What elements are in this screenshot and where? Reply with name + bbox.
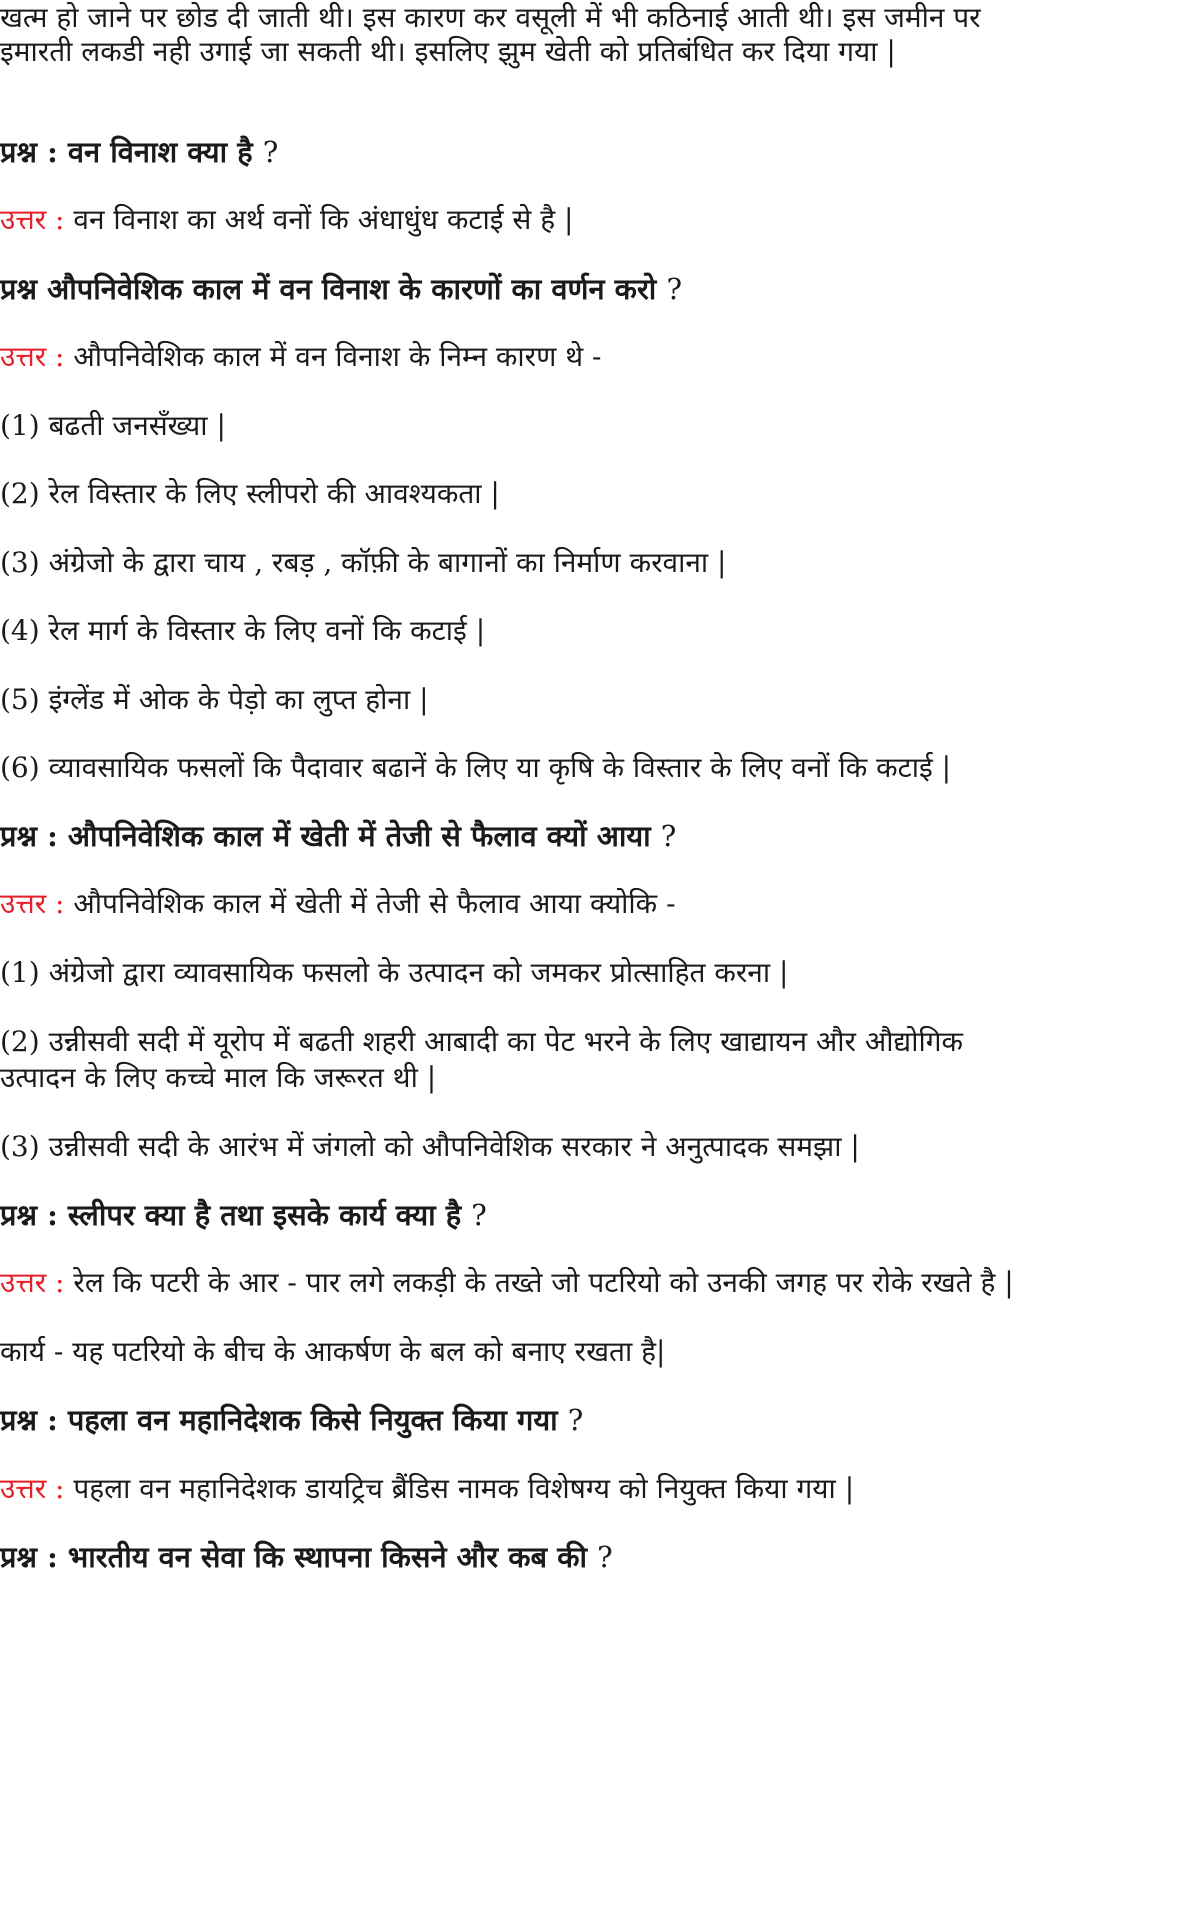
question-4 (0, 1195, 487, 1235)
answer-text: औपनिवेशिक काल में खेती में तेजी से फैलाव आया क्योकि - (73, 887, 676, 920)
answer-5 (0, 1469, 854, 1509)
answer-text: पहला वन महानिदेशक डायट्रिच ब्रैंडिस नामक विशेषग्य को नियुक्त किया गया | (73, 1472, 855, 1505)
answer-label: उत्तर : (0, 1472, 65, 1505)
question-mark: ? (666, 272, 682, 306)
question-text: प्रश्न : वन विनाश क्या है (0, 135, 253, 169)
question-1 (0, 132, 278, 172)
question-mark: ? (471, 1198, 487, 1232)
answer-2-point-4: (4) रेल मार्ग के विस्तार के लिए वनों कि कटाई | (0, 614, 486, 647)
question-mark: ? (660, 819, 677, 853)
intro-line-2: इमारती लकडी नही उगाई जा सकती थी। इसलिए झुम खेती को प्रतिबंधित कर दिया गया | (0, 35, 896, 68)
answer-2-point-2: (2) रेल विस्तार के लिए स्लीपरो की आवश्यकता | (0, 477, 500, 510)
answer-3-point-1: (1) अंग्रेजो द्वारा व्यावसायिक फसलो के उत्पादन को जमकर प्रोत्साहित करना | (0, 956, 789, 989)
question-2 (0, 269, 682, 309)
answer-2-point-3: (3) अंग्रेजो के द्वारा चाय , रबड़ , कॉफ़ी के बागानों का निर्माण करवाना | (0, 546, 727, 579)
question-mark: ? (567, 1403, 584, 1437)
question-text: प्रश्न : स्लीपर क्या है तथा इसके कार्य क्या है (0, 1198, 462, 1232)
answer-1 (0, 200, 573, 240)
question-6 (0, 1537, 613, 1577)
question-5 (0, 1400, 583, 1440)
question-text: प्रश्न : औपनिवेशिक काल में खेती में तेजी से फैलाव क्यों आया (0, 819, 651, 853)
question-text: प्रश्न औपनिवेशिक काल में वन विनाश के कारणों का वर्णन करो (0, 272, 657, 306)
answer-label: उत्तर : (0, 340, 65, 373)
answer-4-function: कार्य - यह पटरियो के बीच के आकर्षण के बल को बनाए रखता है| (0, 1335, 666, 1368)
answer-3 (0, 884, 676, 924)
question-mark: ? (262, 135, 279, 169)
answer-2-point-1: (1) बढती जनसँख्या | (0, 409, 226, 442)
question-3 (0, 816, 676, 856)
answer-text: वन विनाश का अर्थ वनों कि अंधाधुंध कटाई से है | (73, 203, 574, 236)
answer-label: उत्तर : (0, 1266, 65, 1299)
question-text: प्रश्न : पहला वन महानिदेशक किसे नियुक्त किया गया (0, 1403, 558, 1437)
answer-text: रेल कि पटरी के आर - पार लगे लकड़ी के तख्ते जो पटरियो को उनकी जगह पर रोके रखते है | (73, 1266, 1014, 1299)
answer-2 (0, 337, 602, 377)
question-text: प्रश्न : भारतीय वन सेवा कि स्थापना किसने और कब की (0, 1540, 587, 1574)
answer-3-point-2: (2) उन्नीसवी सदी में यूरोप में बढती शहरी आबादी का पेट भरने के लिए खाद्यायन और औद्योगिक (0, 1025, 963, 1058)
answer-3-point-3: (3) उन्नीसवी सदी के आरंभ में जंगलो को औपनिवेशिक सरकार ने अनुत्पादक समझा | (0, 1130, 860, 1163)
question-mark: ? (597, 1540, 613, 1574)
answer-3-point-2-continued: उत्पादन के लिए कच्चे माल कि जरूरत थी | (0, 1061, 437, 1094)
answer-2-point-5: (5) इंग्लेंड में ओक के पेड़ो का लुप्त होना | (0, 683, 429, 716)
answer-2-point-6: (6) व्यावसायिक फसलों कि पैदावार बढानें के लिए या कृषि के विस्तार के लिए वनों कि कटाई | (0, 751, 952, 784)
answer-label: उत्तर : (0, 203, 65, 236)
answer-text: औपनिवेशिक काल में वन विनाश के निम्न कारण थे - (73, 340, 602, 373)
intro-line-1: खत्म हो जाने पर छोड दी जाती थी। इस कारण कर वसूली में भी कठिनाई आती थी। इस जमीन पर (0, 1, 981, 34)
answer-4 (0, 1263, 1014, 1303)
answer-label: उत्तर : (0, 887, 65, 920)
